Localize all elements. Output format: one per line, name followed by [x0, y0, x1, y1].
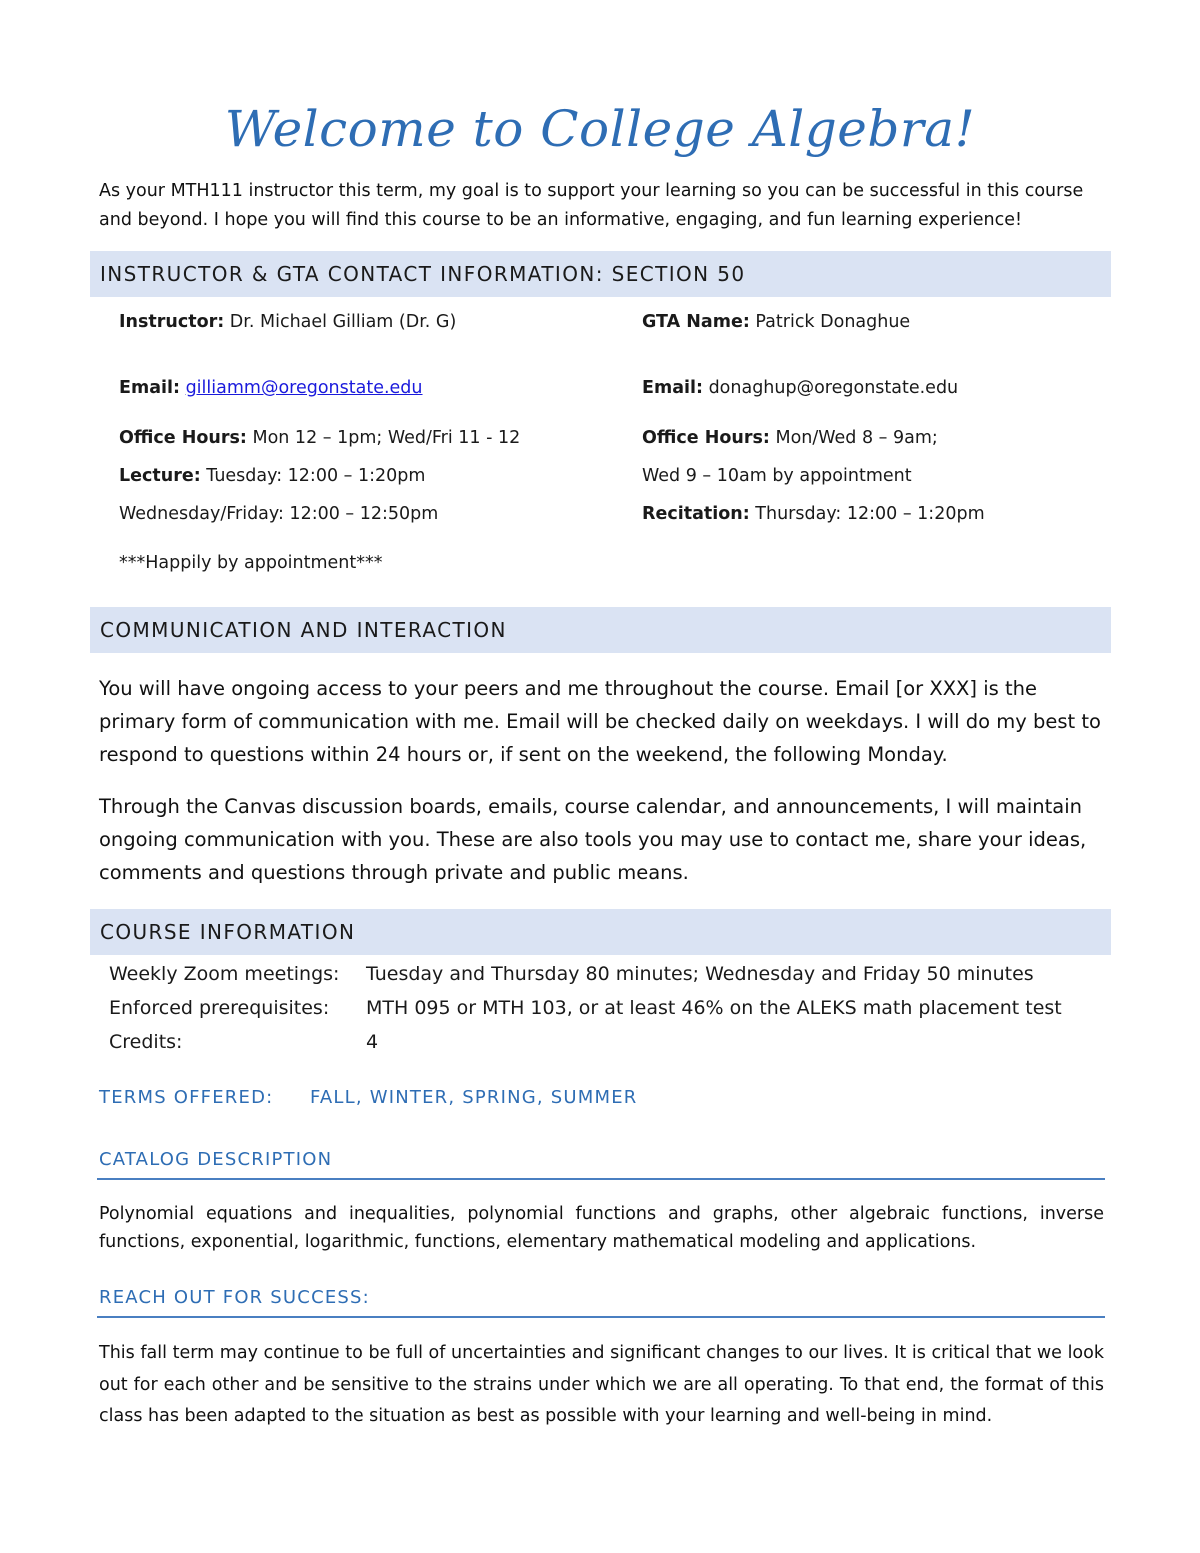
catalog-description-text: Polynomial equations and inequalities, polynomial functions and graphs, other algebraic functions, inverse functions, exponential, logarithmic, functions, elementary mathematical modeling and applications.: [99, 1204, 1104, 1252]
reach-out-heading: REACH OUT FOR SUCCESS:: [99, 1287, 370, 1308]
gta-recitation: [642, 504, 985, 524]
instructor-name-label: Instructor:: [119, 312, 225, 332]
catalog-description-heading: CATALOG DESCRIPTION: [99, 1149, 333, 1170]
course-info-value: MTH 095 or MTH 103, or at least 46% on the ALEKS math placement test: [366, 997, 1062, 1019]
instructor-lecture: [119, 466, 425, 486]
appointment-note: ***Happily by appointment***: [119, 553, 383, 573]
instructor-email-link[interactable]: gilliamm@oregonstate.edu: [185, 378, 423, 398]
instructor-office-hours: [119, 428, 520, 448]
terms-offered-value: FALL, WINTER, SPRING, SUMMER: [310, 1087, 638, 1108]
instructor-name-line: [119, 312, 456, 332]
gta-office-hours: [642, 428, 938, 448]
instructor-office-value: Mon 12 – 1pm; Wed/Fri 11 - 12: [246, 428, 521, 448]
course-info-value: 4: [366, 1031, 379, 1053]
course-info-section-header: COURSE INFORMATION: [90, 909, 1111, 955]
page-title: Welcome to College Algebra!: [224, 100, 976, 158]
intro-paragraph: As your MTH111 instructor this term, my goal is to support your learning so you can be successful in this course and beyond. I hope you will find this course to be an informative, engaging, and fun learning experience!: [99, 181, 1084, 230]
gta-office-value: Mon/Wed 8 – 9am;: [769, 428, 938, 448]
communication-section-header: COMMUNICATION AND INTERACTION: [90, 607, 1111, 653]
gta-name-line: [642, 312, 910, 332]
gta-email-label: Email:: [642, 378, 703, 398]
instructor-lecture-label: Lecture:: [119, 466, 201, 486]
course-info-label: Weekly Zoom meetings:: [109, 963, 340, 985]
terms-offered-label: TERMS OFFERED:: [99, 1087, 274, 1108]
instructor-office-label: Office Hours:: [119, 428, 247, 448]
gta-name: Patrick Donaghue: [749, 312, 911, 332]
reach-out-text: This fall term may continue to be full of uncertainties and significant changes to our lives. It is critical that we look out for each other and be sensitive to the strains under which we are all operating. To that end, the format of this class has been adapted to the situation as best as possible with your learning and well-being in mind.: [99, 1343, 1104, 1426]
course-info-value: Tuesday and Thursday 80 minutes; Wednesday and Friday 50 minutes: [366, 963, 1034, 985]
contact-section-header: INSTRUCTOR & GTA CONTACT INFORMATION: SECTION 50: [90, 251, 1111, 297]
catalog-divider: [97, 1178, 1105, 1180]
gta-name-label: GTA Name:: [642, 312, 750, 332]
instructor-name: Dr. Michael Gilliam (Dr. G): [224, 312, 457, 332]
course-info-label: Enforced prerequisites:: [109, 997, 330, 1019]
gta-office-label: Office Hours:: [642, 428, 770, 448]
instructor-email-label: Email:: [119, 378, 180, 398]
gta-recitation-label: Recitation:: [642, 504, 750, 524]
gta-recitation-value: Thursday: 12:00 – 1:20pm: [749, 504, 985, 524]
gta-office-hours-2: Wed 9 – 10am by appointment: [642, 466, 912, 486]
instructor-lecture-value: Tuesday: 12:00 – 1:20pm: [200, 466, 426, 486]
communication-paragraph-2: Through the Canvas discussion boards, emails, course calendar, and announcements, I will maintain ongoing communication with you. These are also tools you may use to contact me, share your ideas, comments and questions through private and public means.: [99, 795, 1087, 884]
course-info-label: Credits:: [109, 1031, 183, 1053]
gta-email-line: [642, 378, 958, 398]
communication-paragraph-1: You will have ongoing access to your peers and me throughout the course. Email [or XXX] is the primary form of communication with me. Email will be checked daily on weekdays. I will do my best to respond to questions within 24 hours or, if sent on the weekend, the following Monday.: [99, 677, 1101, 766]
reach-out-divider: [97, 1316, 1105, 1318]
instructor-email-line: [119, 378, 423, 398]
gta-email: donaghup@oregonstate.edu: [703, 378, 959, 398]
instructor-lecture-2: Wednesday/Friday: 12:00 – 12:50pm: [119, 504, 439, 524]
